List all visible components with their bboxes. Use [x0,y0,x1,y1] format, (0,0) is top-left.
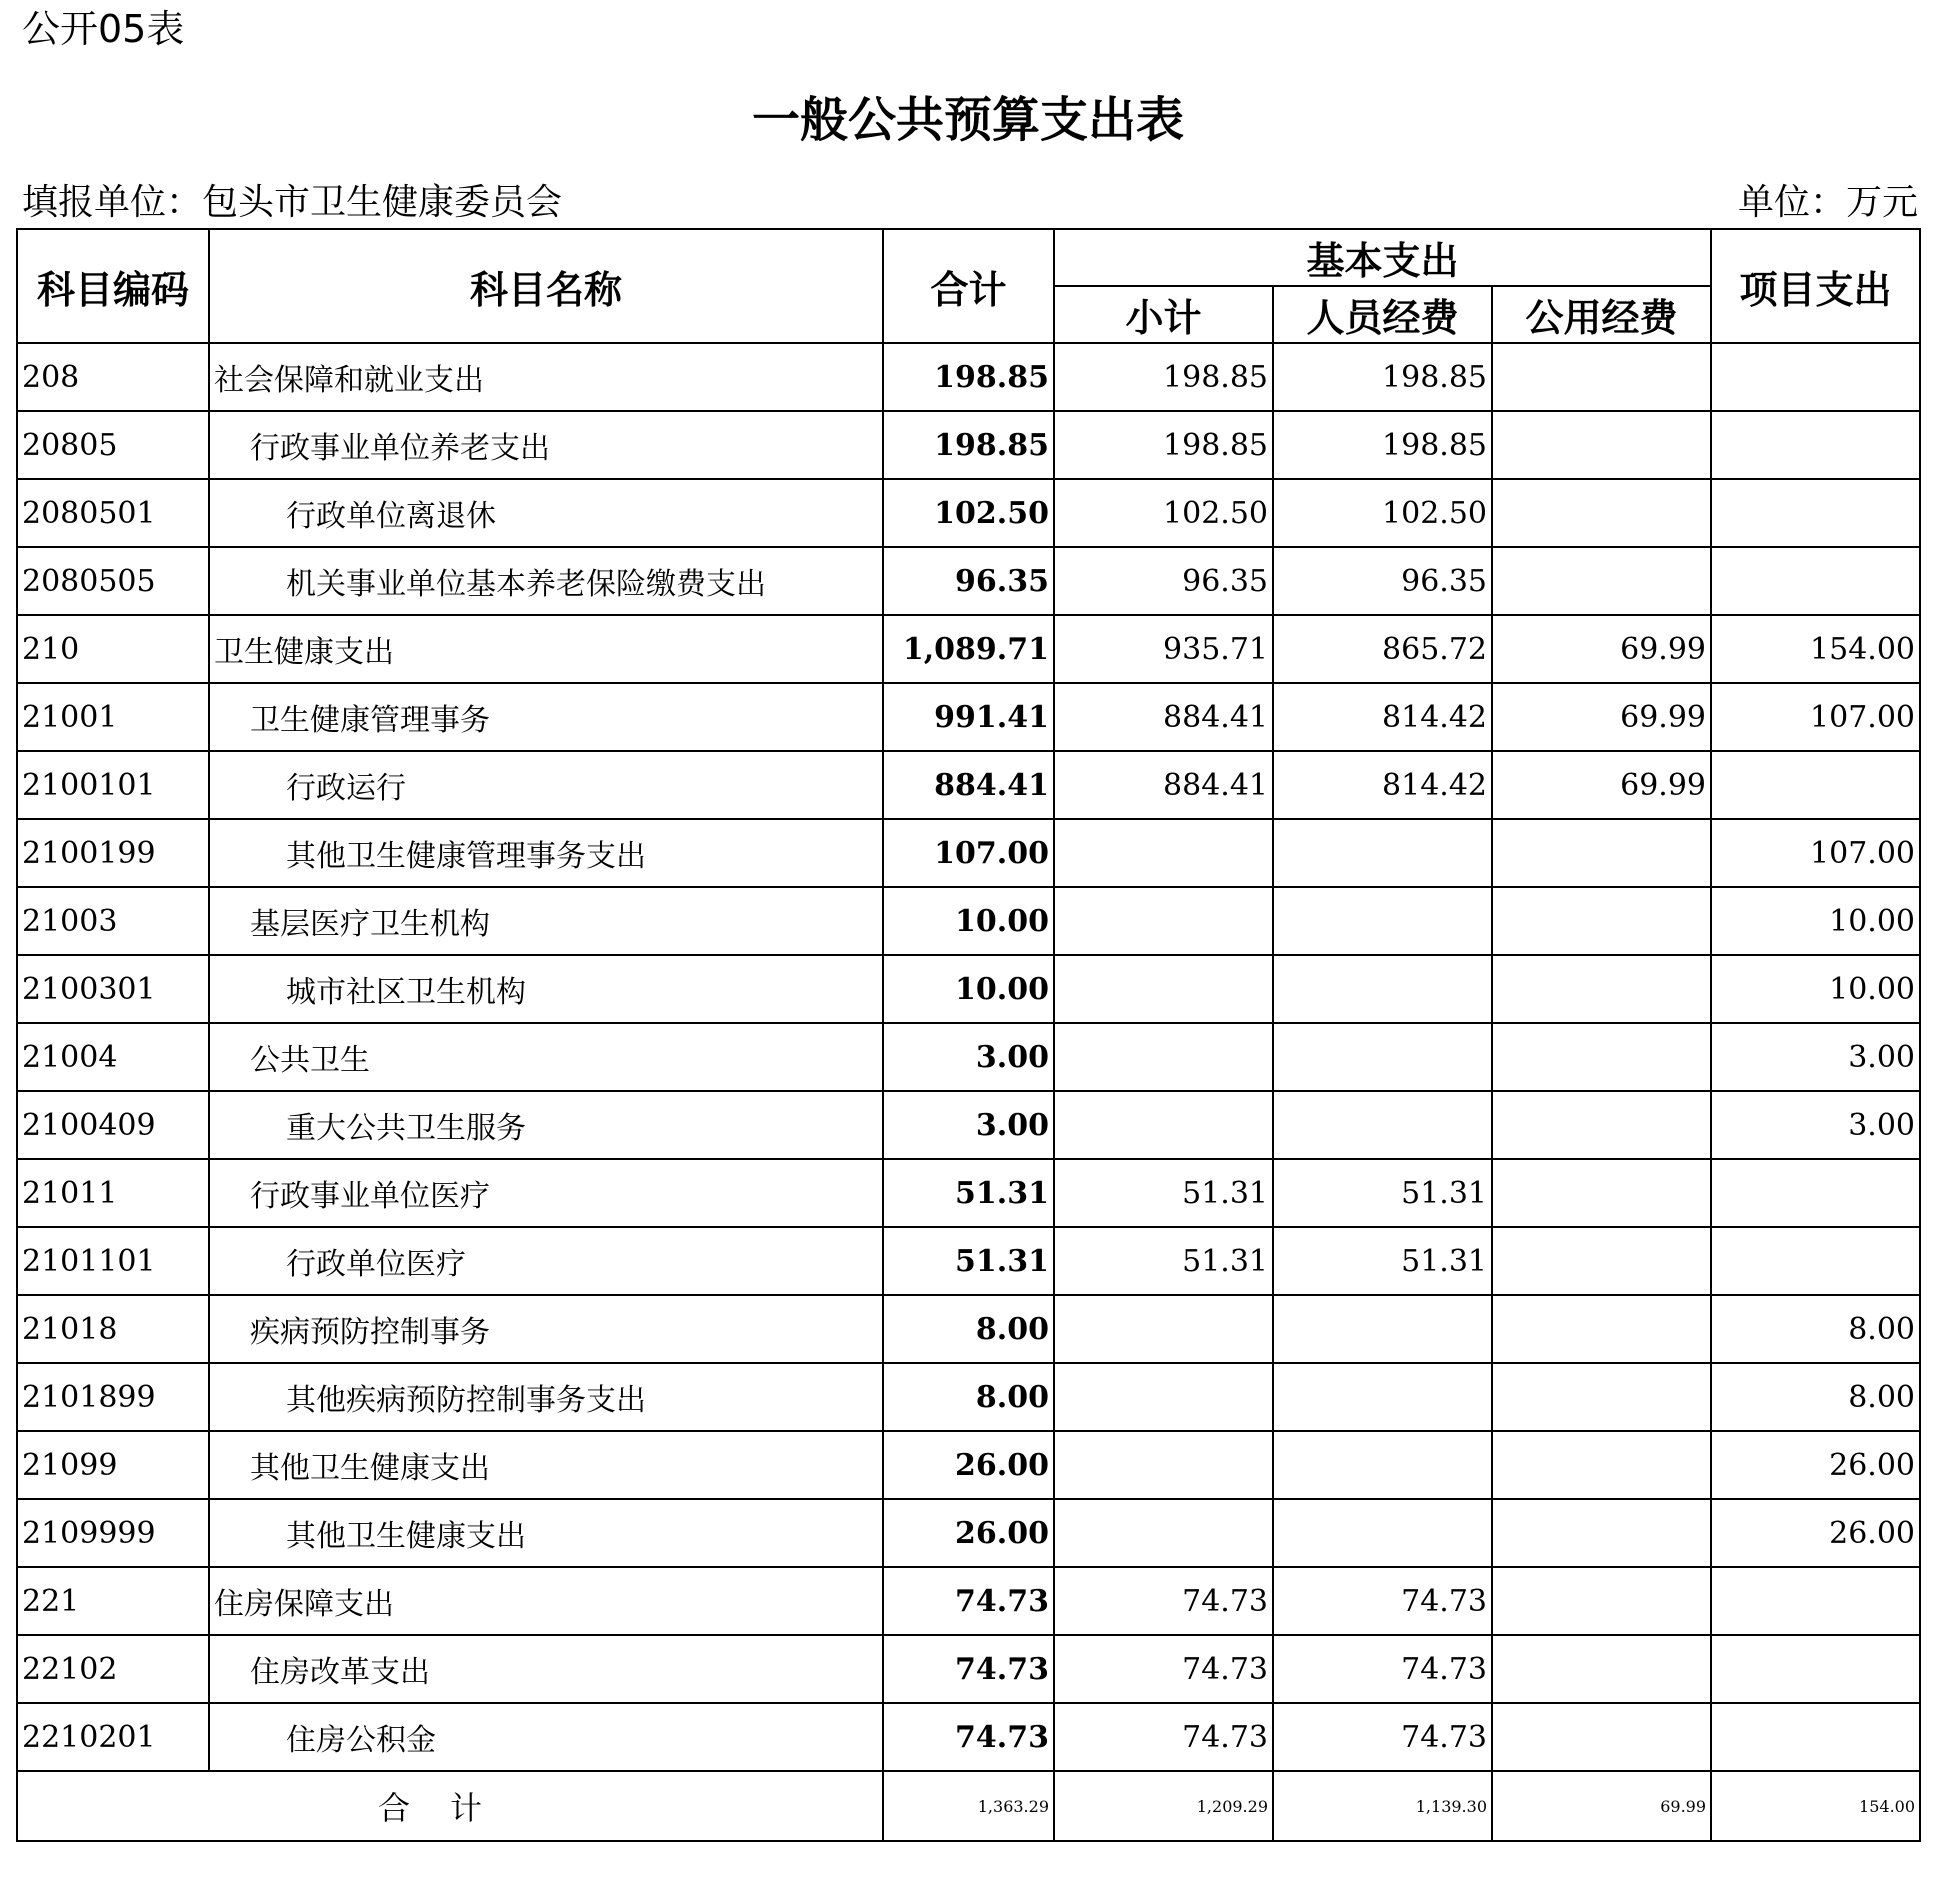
cell-personnel: 74.73 [1273,1567,1492,1635]
cell-public [1492,1567,1711,1635]
cell-total: 3.00 [883,1091,1054,1159]
cell-name: 卫生健康管理事务 [209,683,883,751]
cell-project: 8.00 [1711,1363,1920,1431]
cell-total: 74.73 [883,1635,1054,1703]
cell-public [1492,1703,1711,1771]
cell-code: 2109999 [17,1499,209,1567]
cell-personnel [1273,887,1492,955]
cell-name: 行政事业单位养老支出 [209,411,883,479]
cell-project: 3.00 [1711,1091,1920,1159]
table-row [17,887,1920,955]
cell-total: 96.35 [883,547,1054,615]
header-basic: 基本支出 [1054,229,1711,286]
cell-code: 210 [17,615,209,683]
budget-table [16,228,1921,1842]
cell-project: 10.00 [1711,955,1920,1023]
page-title: 一般公共预算支出表 [751,92,1184,148]
table-row [17,1363,1920,1431]
cell-total: 107.00 [883,819,1054,887]
cell-personnel: 96.35 [1273,547,1492,615]
header-public: 公用经费 [1492,286,1711,343]
cell-name: 疾病预防控制事务 [209,1295,883,1363]
cell-subtotal: 884.41 [1054,751,1273,819]
cell-name: 卫生健康支出 [209,615,883,683]
cell-public [1492,1159,1711,1227]
grand-total-label [17,1771,883,1841]
header-subtotal: 小计 [1054,286,1273,343]
cell-project: 154.00 [1711,615,1920,683]
cell-total: 102.50 [883,479,1054,547]
cell-name: 其他卫生健康支出 [209,1499,883,1567]
cell-personnel [1273,1023,1492,1091]
cell-name: 其他卫生健康支出 [209,1431,883,1499]
cell-personnel [1273,1363,1492,1431]
money-unit: 单位：万元 [1737,182,1918,223]
cell-public [1492,411,1711,479]
table-row [17,1091,1920,1159]
cell-total: 198.85 [883,343,1054,411]
cell-code: 21004 [17,1023,209,1091]
cell-code: 2100101 [17,751,209,819]
cell-code: 2080501 [17,479,209,547]
header-personnel: 人员经费 [1273,286,1492,343]
cell-public [1492,343,1711,411]
cell-code: 21018 [17,1295,209,1363]
cell-total: 26.00 [883,1499,1054,1567]
cell-code: 2100409 [17,1091,209,1159]
cell-subtotal [1054,1295,1273,1363]
cell-code: 2101899 [17,1363,209,1431]
table-row [17,615,1920,683]
filing-unit: 填报单位：包头市卫生健康委员会 [22,182,563,223]
cell-public [1492,887,1711,955]
cell-public: 69.99 [1492,683,1711,751]
cell-personnel [1273,1431,1492,1499]
cell-public [1492,1431,1711,1499]
cell-subtotal: 51.31 [1054,1227,1273,1295]
cell-project [1711,343,1920,411]
cell-personnel [1273,1499,1492,1567]
cell-project: 3.00 [1711,1023,1920,1091]
table-row [17,343,1920,411]
table-row [17,751,1920,819]
cell-total: 198.85 [883,411,1054,479]
cell-project: 26.00 [1711,1499,1920,1567]
cell-subtotal [1054,1091,1273,1159]
cell-public [1492,1295,1711,1363]
cell-name: 行政单位医疗 [209,1227,883,1295]
cell-total: 10.00 [883,955,1054,1023]
cell-subtotal [1054,887,1273,955]
cell-name: 公共卫生 [209,1023,883,1091]
cell-total: 991.41 [883,683,1054,751]
cell-personnel: 51.31 [1273,1227,1492,1295]
cell-total: 26.00 [883,1431,1054,1499]
cell-total: 1,089.71 [883,615,1054,683]
cell-total: 3.00 [883,1023,1054,1091]
cell-name: 其他疾病预防控制事务支出 [209,1363,883,1431]
cell-subtotal [1054,955,1273,1023]
cell-public [1492,955,1711,1023]
cell-subtotal: 74.73 [1054,1703,1273,1771]
cell-public [1492,1023,1711,1091]
cell-public [1492,1091,1711,1159]
cell-subtotal [1054,819,1273,887]
cell-project [1711,547,1920,615]
cell-project [1711,479,1920,547]
cell-name: 行政事业单位医疗 [209,1159,883,1227]
cell-personnel: 198.85 [1273,343,1492,411]
table-row [17,547,1920,615]
cell-code: 21099 [17,1431,209,1499]
cell-public [1492,547,1711,615]
cell-name: 其他卫生健康管理事务支出 [209,819,883,887]
table-row [17,819,1920,887]
cell-subtotal [1054,1431,1273,1499]
table-body [17,343,1920,1771]
cell-public [1492,1635,1711,1703]
cell-subtotal: 102.50 [1054,479,1273,547]
cell-project [1711,1227,1920,1295]
cell-subtotal [1054,1499,1273,1567]
cell-subtotal: 96.35 [1054,547,1273,615]
cell-code: 2100199 [17,819,209,887]
cell-subtotal: 74.73 [1054,1567,1273,1635]
cell-name: 重大公共卫生服务 [209,1091,883,1159]
table-row [17,1703,1920,1771]
cell-public: 69.99 [1492,751,1711,819]
table-row [17,1431,1920,1499]
grand-total-personnel: 1,139.30 [1273,1771,1492,1841]
cell-public [1492,819,1711,887]
cell-project [1711,751,1920,819]
cell-code: 2210201 [17,1703,209,1771]
cell-total: 8.00 [883,1295,1054,1363]
cell-personnel [1273,819,1492,887]
cell-project: 26.00 [1711,1431,1920,1499]
cell-public: 69.99 [1492,615,1711,683]
header-name: 科目名称 [209,229,883,343]
cell-total: 74.73 [883,1703,1054,1771]
cell-public [1492,1363,1711,1431]
cell-personnel: 74.73 [1273,1703,1492,1771]
cell-project [1711,1159,1920,1227]
table-row [17,1159,1920,1227]
cell-subtotal: 884.41 [1054,683,1273,751]
cell-subtotal [1054,1363,1273,1431]
header-code: 科目编码 [17,229,209,343]
cell-total: 8.00 [883,1363,1054,1431]
cell-public [1492,1499,1711,1567]
cell-name: 住房改革支出 [209,1635,883,1703]
cell-personnel: 74.73 [1273,1635,1492,1703]
cell-name: 行政运行 [209,751,883,819]
cell-code: 21001 [17,683,209,751]
cell-project: 10.00 [1711,887,1920,955]
header-project: 项目支出 [1711,229,1920,343]
cell-personnel: 198.85 [1273,411,1492,479]
cell-name: 城市社区卫生机构 [209,955,883,1023]
cell-subtotal [1054,1023,1273,1091]
cell-project: 8.00 [1711,1295,1920,1363]
table-row [17,1227,1920,1295]
table-row [17,683,1920,751]
cell-personnel: 865.72 [1273,615,1492,683]
cell-project: 107.00 [1711,683,1920,751]
cell-name: 基层医疗卫生机构 [209,887,883,955]
cell-subtotal: 198.85 [1054,411,1273,479]
cell-personnel: 814.42 [1273,751,1492,819]
table-row [17,1023,1920,1091]
cell-total: 10.00 [883,887,1054,955]
cell-personnel [1273,1295,1492,1363]
grand-total-public: 69.99 [1492,1771,1711,1841]
table-row [17,411,1920,479]
cell-code: 22102 [17,1635,209,1703]
table-row [17,1567,1920,1635]
cell-code: 21011 [17,1159,209,1227]
cell-name: 住房保障支出 [209,1567,883,1635]
cell-code: 2101101 [17,1227,209,1295]
grand-total-row [17,1771,1920,1841]
header-total: 合计 [883,229,1054,343]
cell-name: 机关事业单位基本养老保险缴费支出 [209,547,883,615]
cell-public [1492,1227,1711,1295]
grand-total-subtotal: 1,209.29 [1054,1771,1273,1841]
cell-personnel: 102.50 [1273,479,1492,547]
cell-code: 221 [17,1567,209,1635]
grand-total-label-text: 合计 [377,1789,522,1827]
cell-total: 74.73 [883,1567,1054,1635]
cell-total: 51.31 [883,1227,1054,1295]
cell-total: 884.41 [883,751,1054,819]
cell-project [1711,1635,1920,1703]
cell-total: 51.31 [883,1159,1054,1227]
grand-total-total: 1,363.29 [883,1771,1054,1841]
cell-personnel: 814.42 [1273,683,1492,751]
cell-project: 107.00 [1711,819,1920,887]
cell-name: 行政单位离退休 [209,479,883,547]
cell-subtotal: 935.71 [1054,615,1273,683]
table-row [17,479,1920,547]
cell-personnel [1273,1091,1492,1159]
cell-project [1711,1703,1920,1771]
cell-personnel: 51.31 [1273,1159,1492,1227]
grand-total-project: 154.00 [1711,1771,1920,1841]
cell-name: 社会保障和就业支出 [209,343,883,411]
table-row [17,1635,1920,1703]
cell-project [1711,1567,1920,1635]
cell-code: 2100301 [17,955,209,1023]
cell-name: 住房公积金 [209,1703,883,1771]
cell-code: 2080505 [17,547,209,615]
cell-subtotal: 74.73 [1054,1635,1273,1703]
table-row [17,1499,1920,1567]
cell-personnel [1273,955,1492,1023]
table-header [17,229,1920,343]
cell-public [1492,479,1711,547]
table-row [17,1295,1920,1363]
cell-project [1711,411,1920,479]
cell-code: 208 [17,343,209,411]
table-row [17,955,1920,1023]
form-code: 公开05表 [22,7,185,51]
cell-code: 20805 [17,411,209,479]
cell-code: 21003 [17,887,209,955]
cell-subtotal: 51.31 [1054,1159,1273,1227]
cell-subtotal: 198.85 [1054,343,1273,411]
